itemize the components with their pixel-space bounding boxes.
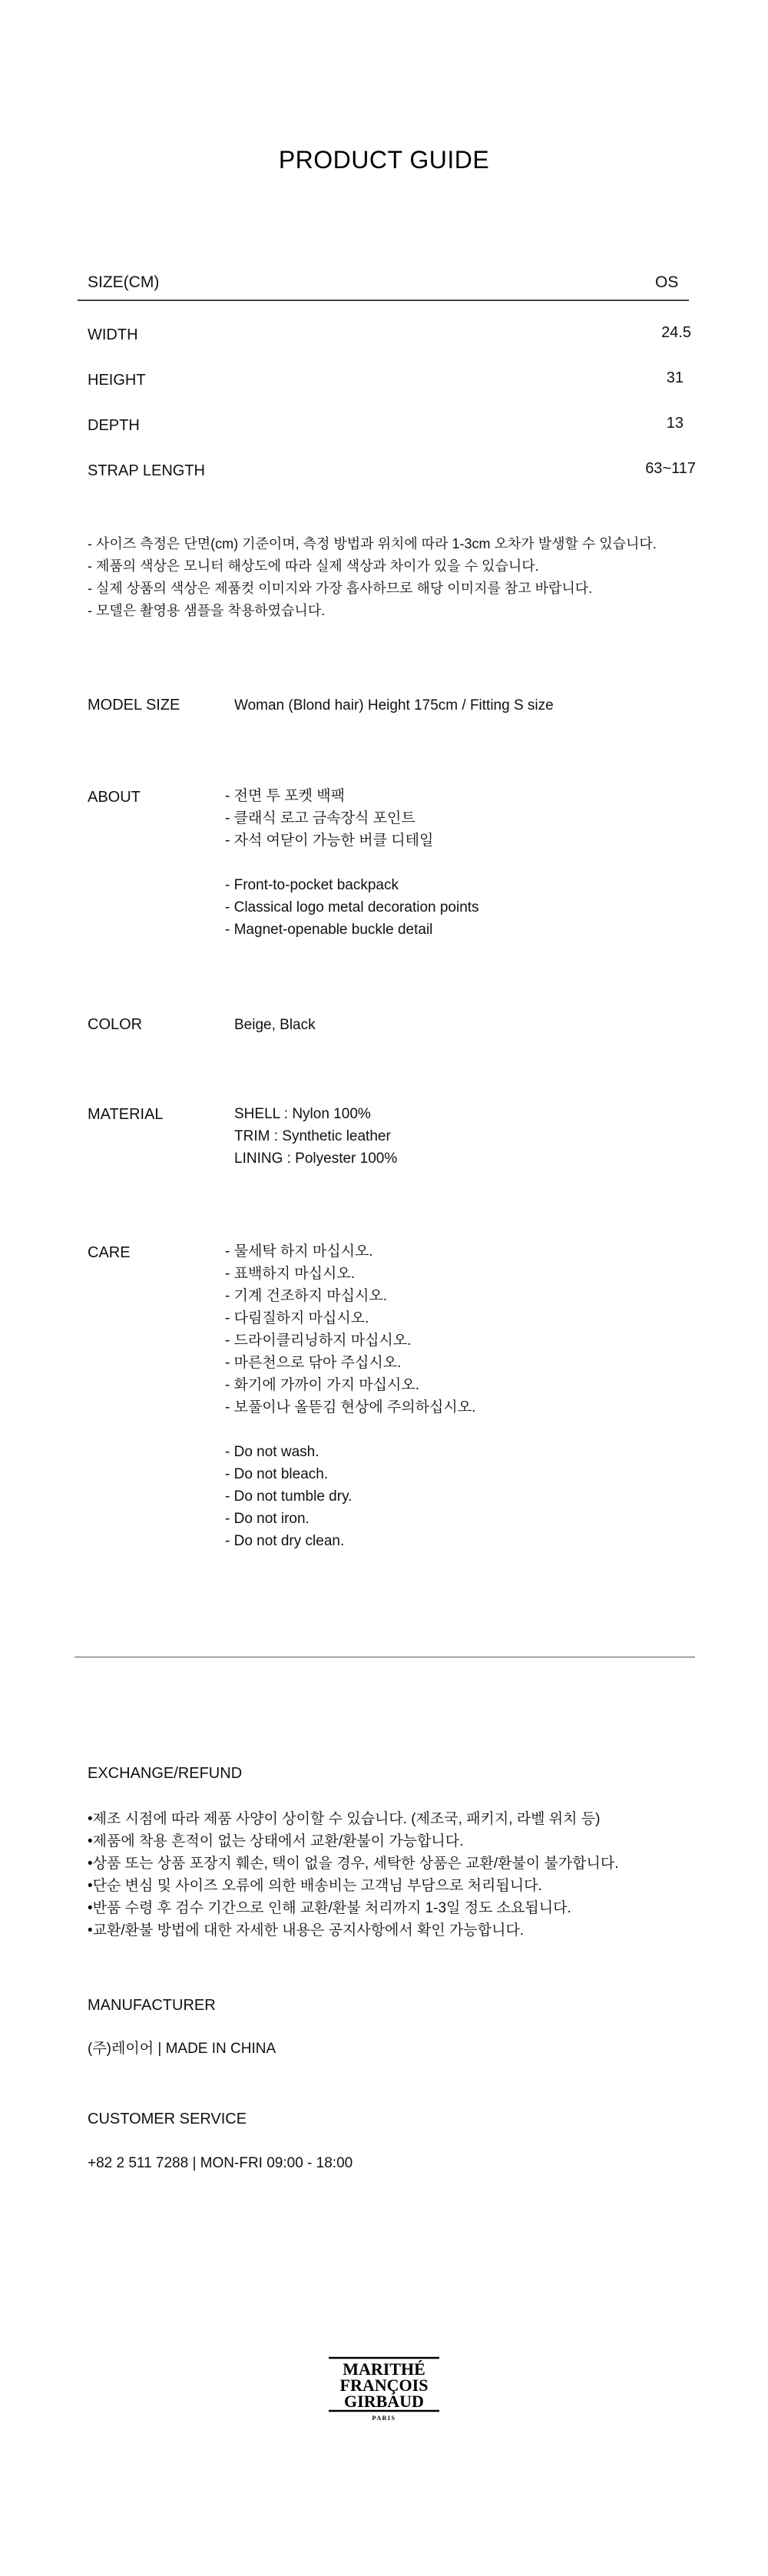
care-line: - Do not dry clean. [225, 1533, 345, 1549]
care-line: - 마른천으로 닦아 주십시오. [225, 1355, 402, 1371]
size-row-label-depth: DEPTH [88, 417, 140, 434]
size-row-value-depth: 13 [666, 415, 684, 432]
care-line: - 다림질하지 마십시오. [225, 1310, 369, 1326]
material-line: SHELL : Nylon 100% [234, 1106, 371, 1122]
care-line: - Do not bleach. [225, 1466, 329, 1482]
note-line: - 사이즈 측정은 단면(cm) 기준이며, 측정 방법과 위치에 따라 1-3cm 오차가 발생할 수 있습니다. [88, 536, 657, 551]
size-notes [88, 533, 657, 622]
care-line [225, 1419, 475, 1441]
exchange-refund-text [88, 1808, 619, 1942]
brand-logo [323, 2356, 445, 2425]
about-line: - Classical logo metal decoration points [225, 899, 479, 916]
care-line: - 표백하지 마십시오. [225, 1266, 355, 1282]
material-text [234, 1103, 397, 1170]
about-label: ABOUT [88, 789, 141, 806]
care-label: CARE [88, 1244, 131, 1261]
about-line [225, 852, 479, 874]
size-row-value-height: 31 [666, 369, 684, 386]
exchange-line: •반품 수령 후 검수 기간으로 인해 교환/환불 처리까지 1-3일 정도 소요됩니다. [88, 1900, 571, 1916]
exchange-line: •제품에 착용 흔적이 없는 상태에서 교환/환불이 가능합니다. [88, 1833, 464, 1849]
care-line: - Do not tumble dry. [225, 1488, 353, 1505]
manufacturer-value: (주)레이어 | MADE IN CHINA [88, 2041, 276, 2057]
about-line: - Magnet-openable buckle detail [225, 922, 433, 938]
care-line: - 화기에 가까이 가지 마십시오. [225, 1377, 419, 1393]
size-row-value-width: 24.5 [661, 324, 691, 341]
care-line: - 물세탁 하지 마십시오. [225, 1243, 373, 1260]
material-label: MATERIAL [88, 1106, 164, 1123]
care-line: - Do not iron. [225, 1511, 310, 1527]
size-row-label-width: WIDTH [88, 326, 138, 343]
size-table-header-value: OS [655, 273, 679, 291]
care-line: - 보풀이나 올뜯김 현상에 주의하십시오. [225, 1399, 476, 1415]
page-title: PRODUCT GUIDE [278, 146, 490, 174]
exchange-line: •제조 시점에 따라 제품 사양이 상이할 수 있습니다. (제조국, 패키지, 라벨 위치 등) [88, 1811, 601, 1827]
material-line: TRIM : Synthetic leather [234, 1128, 391, 1144]
care-line: - 드라이클리닝하지 마십시오. [225, 1333, 412, 1349]
model-size-label: MODEL SIZE [88, 697, 180, 714]
exchange-line: •단순 변심 및 사이즈 오류에 의한 배송비는 고객님 부담으로 처리됩니다. [88, 1878, 542, 1894]
size-table-divider [78, 300, 689, 301]
care-line: - 기계 건조하지 마십시오. [225, 1288, 387, 1304]
about-text [225, 785, 479, 941]
logo-line-2: FRANÇOIS [339, 2376, 429, 2395]
manufacturer-heading: MANUFACTURER [88, 1997, 216, 2014]
exchange-line: •교환/환불 방법에 대한 자세한 내용은 공지사항에서 확인 가능합니다. [88, 1922, 525, 1939]
customer-service-value: +82 2 511 7288 | MON-FRI 09:00 - 18:00 [88, 2155, 353, 2171]
exchange-line: •상품 또는 상품 포장지 훼손, 택이 없을 경우, 세탁한 상품은 교환/환불이 불가합니다. [88, 1856, 619, 1872]
note-line: - 제품의 색상은 모니터 해상도에 따라 실제 색상과 차이가 있을 수 있습니다. [88, 558, 539, 574]
logo-sub: PARIS [372, 2415, 396, 2422]
customer-service-heading: CUSTOMER SERVICE [88, 2111, 247, 2127]
care-line: - Do not wash. [225, 1444, 319, 1460]
size-table-header-label: SIZE(CM) [88, 273, 160, 291]
about-line: - 클래식 로고 금속장식 포인트 [225, 810, 415, 826]
note-line: - 모델은 촬영용 샘플을 착용하였습니다. [88, 603, 326, 618]
about-line: - Front-to-pocket backpack [225, 877, 399, 893]
logo-line-3: GIRBAUD [344, 2392, 424, 2411]
model-size-value: Woman (Blond hair) Height 175cm / Fitting S size [234, 697, 554, 714]
size-row-label-height: HEIGHT [88, 372, 146, 389]
size-row-label-strap-length: STRAP LENGTH [88, 462, 205, 479]
about-line: - 전면 투 포켓 백팩 [225, 788, 345, 804]
care-text [225, 1240, 475, 1552]
logo-line-1: MARITHÉ [343, 2359, 425, 2379]
size-row-value-strap-length: 63~117 [645, 460, 696, 477]
color-value: Beige, Black [234, 1017, 316, 1033]
exchange-refund-heading: EXCHANGE/REFUND [88, 1765, 243, 1782]
color-label: COLOR [88, 1016, 143, 1033]
material-line: LINING : Polyester 100% [234, 1151, 398, 1167]
about-line: - 자석 여닫이 가능한 버클 디테일 [225, 833, 434, 849]
note-line: - 실제 상품의 색상은 제품컷 이미지와 가장 흡사하므로 해당 이미지를 참고 바랍니다. [88, 581, 593, 596]
